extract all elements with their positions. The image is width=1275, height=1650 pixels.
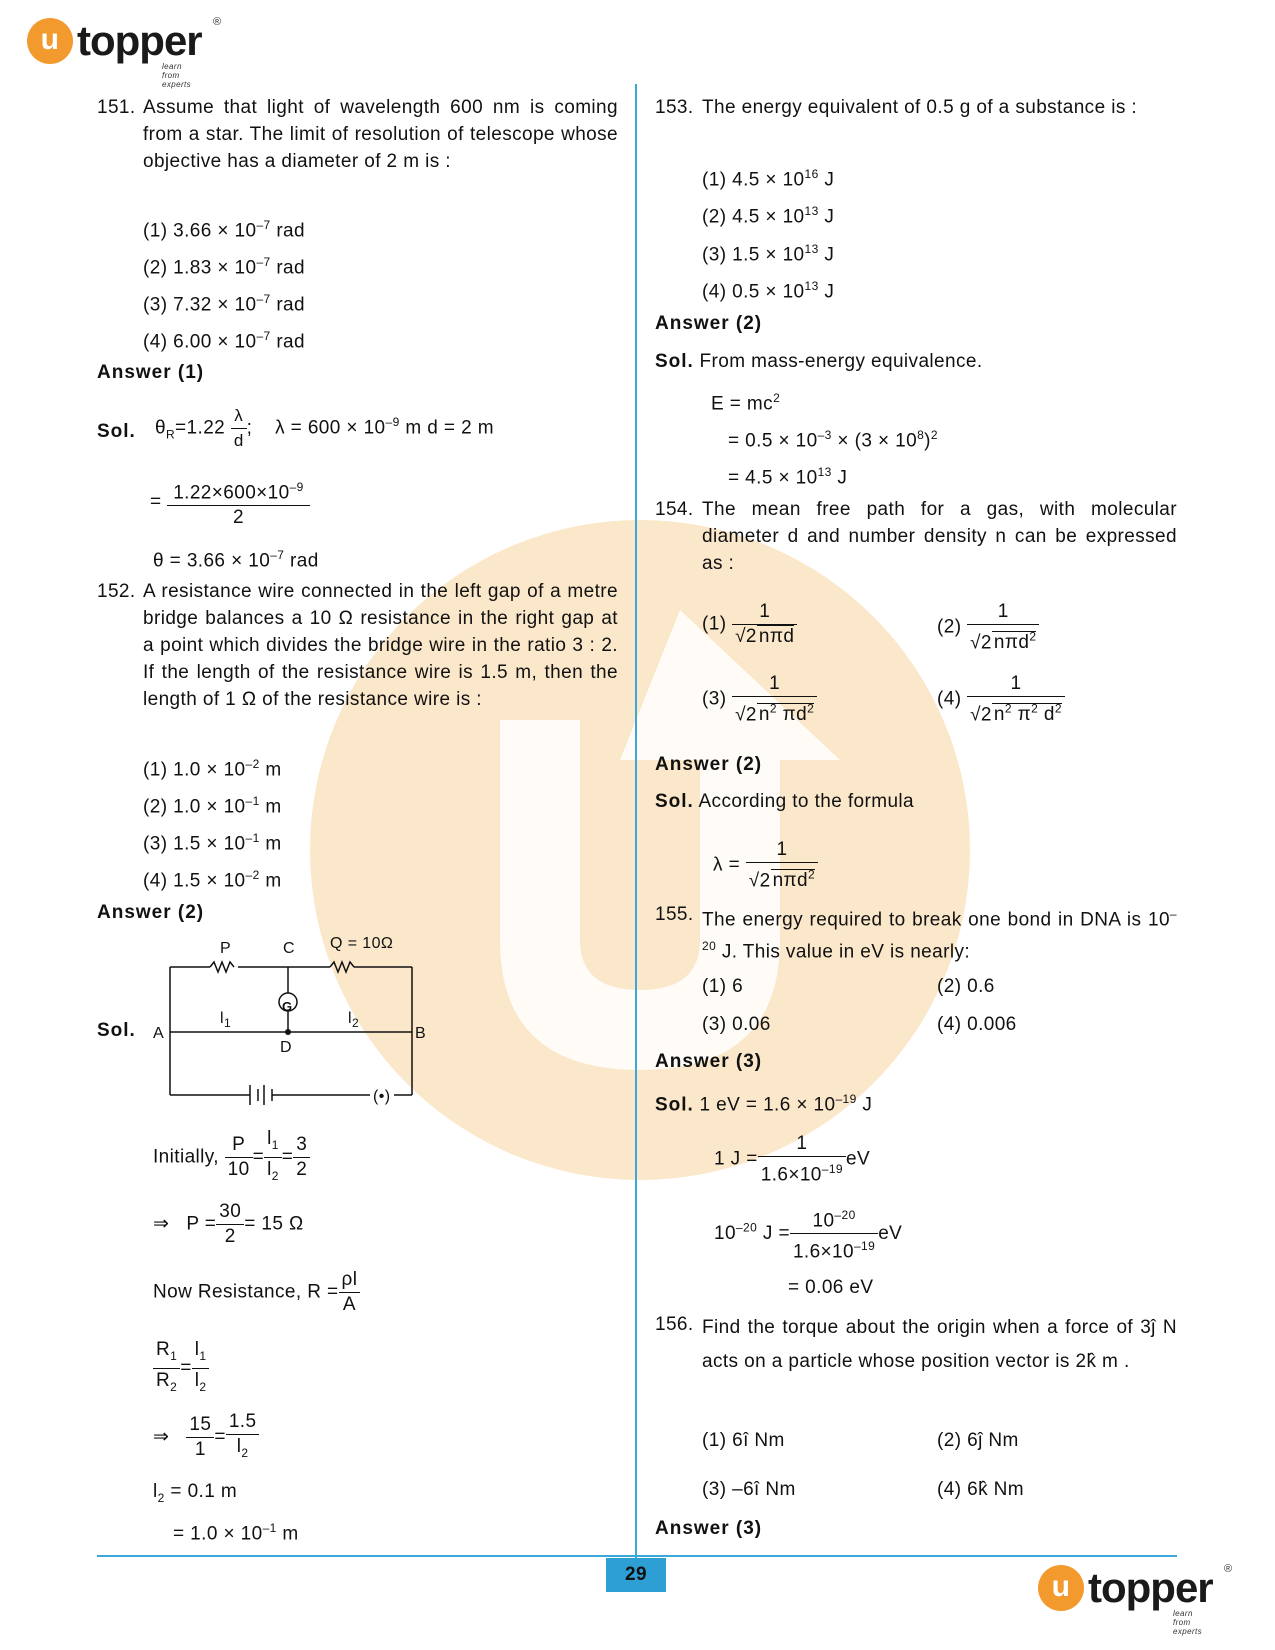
- option-1: (1) $3.66 \times 10^{-7}$ rad: [143, 218, 305, 242]
- brand-u-icon: u: [1038, 1565, 1084, 1611]
- solution-eq-1: 1 J = $\frac{1}{1.6\times 10^{-19}}$ eV: [714, 1133, 871, 1186]
- solution-eq-3: = $4.5 \times 10^{13}$ J: [728, 465, 848, 489]
- key-icon: (•): [373, 1088, 391, 1105]
- question-text: The energy equivalent of 0.5 g of a substance is :: [702, 97, 1138, 118]
- brand-u-icon: u: [27, 18, 73, 64]
- option-3: (3) –6î Nm: [702, 1479, 796, 1500]
- brand-tagline: learn from experts: [162, 62, 192, 89]
- solution: Sol. 1 eV = $1.6 \times 10^{-19}$ J: [655, 1092, 873, 1116]
- option-4: (4) $1.5 \times 10^{-2}$ m: [143, 868, 282, 892]
- option-4: (4) 0.006: [937, 1014, 1017, 1035]
- option-1: (1) $1.0 \times 10^{-2}$ m: [143, 757, 282, 781]
- answer: Answer (3): [655, 1051, 763, 1072]
- option-1: (1) 6: [702, 976, 744, 997]
- p-result: ⇒ P = $\frac{30}{2}$ = 15 Ω: [153, 1201, 304, 1247]
- question-number: 153.: [655, 97, 694, 118]
- question-text: The mean free path for a gas, with molecular diameter d and number density n can be expressed as :: [702, 499, 1177, 574]
- label-l2: $l_2$: [348, 1010, 360, 1031]
- page-number: 29: [606, 1558, 666, 1592]
- option-3: (3) $\frac{1}{√2 n^2 \pi d^2}$: [702, 672, 817, 727]
- option-3: (3) $1.5 \times 10^{-1}$ m: [143, 831, 282, 855]
- solution-step-2: $\theta = 3.66 \times 10^{-7}$ rad: [153, 548, 319, 572]
- question-number: 155.: [655, 904, 694, 925]
- brand-reg-mark: ®: [213, 16, 222, 28]
- option-2: (2) 0.6: [937, 976, 995, 997]
- option-3: (3) $7.32 \times 10^{-7}$ rad: [143, 292, 305, 316]
- question-text: Find the torque about the origin when a force of 3ĵ N acts on a particle whose position vector is 2k̂ m .: [702, 1317, 1177, 1372]
- solution-eq-2: $10^{-20}$ J = $\frac{10^{-20}}{1.6\times 10^{-19}}$ eV: [714, 1203, 902, 1265]
- option-2: (2) $\frac{1}{√2 n\pi d^2}$: [937, 600, 1039, 655]
- label-q: Q = 10Ω: [330, 935, 394, 952]
- option-1: (1) 6î Nm: [702, 1430, 785, 1451]
- resistance-formula: Now Resistance, R = $\frac{\rho l}{A}$: [153, 1268, 360, 1317]
- ratio-eq: $\frac{R_1}{R_2}$ = $\frac{l_1}{l_2}$: [153, 1338, 209, 1399]
- brand-tagline: learn from experts: [1173, 1609, 1203, 1636]
- option-4: (4) 6k̂ Nm: [937, 1479, 1024, 1500]
- answer: Answer (2): [97, 902, 205, 923]
- galvanometer-icon: G: [282, 999, 293, 1014]
- label-d: D: [280, 1039, 292, 1056]
- question-text: Assume that light of wavelength 600 nm is coming from a star. The limit of resolution of telescope whose objective has a diameter of 2 m is :: [143, 97, 618, 172]
- solution-eq-1: $E = mc^2$: [711, 391, 781, 415]
- brand-logo-bottom: [1038, 1563, 1233, 1636]
- option-4: (4) $6.00 \times 10^{-7}$ rad: [143, 329, 305, 353]
- solution-label: Sol.: [97, 1020, 136, 1041]
- label-a: A: [153, 1025, 165, 1042]
- label-b: B: [415, 1025, 427, 1042]
- solution-step-1: = $\frac{1.22\times 600\times 10^{-9}}{2}$: [150, 475, 310, 530]
- question-text: A resistance wire connected in the left gap of a metre bridge balances a 10 Ω resistance in the right gap at a point which divides the bridge wire in the ratio 3 : 2. If the length of the resistance wire is 1.5 m, then the length of 1 Ω of the resistance wire is :: [143, 581, 618, 710]
- footer-rule: [97, 1555, 1177, 1557]
- option-2: (2) 6ĵ Nm: [937, 1430, 1019, 1451]
- label-p: P: [220, 940, 232, 957]
- option-1: (1) $4.5 \times 10^{16}$ J: [702, 167, 835, 191]
- question-number: 154.: [655, 499, 694, 520]
- question-number: 151.: [97, 97, 136, 118]
- label-l1: $l_1$: [220, 1010, 232, 1031]
- brand-reg-mark: ®: [1224, 1563, 1233, 1575]
- question-text: The energy required to break one bond in DNA is $10^{-20}$ J. This value in eV is nearly:: [702, 907, 1177, 963]
- answer: Answer (2): [655, 313, 763, 334]
- initially-eq: Initially, $\frac{P}{10}$ = $\frac{l_1}{l_2}$ = $\frac{3}{2}$: [153, 1127, 310, 1188]
- option-4: (4) $\frac{1}{√2 n^2 \pi^2 d^2}$: [937, 672, 1065, 727]
- option-1: (1) $\frac{1}{\text{√2 nπd}}$: [702, 600, 797, 649]
- solution: Sol. From mass-energy equivalence.: [655, 351, 983, 372]
- option-2: (2) $4.5 \times 10^{13}$ J: [702, 204, 835, 228]
- solution-formula: $\theta_R=1.22$ $\frac{\lambda}{d}$ ; $\lambda = 600 \times 10^{-9}$ m d = 2 m: [155, 406, 494, 450]
- option-2: (2) $1.83 \times 10^{-7}$ rad: [143, 255, 305, 279]
- column-divider: [635, 84, 637, 1564]
- solution: Sol. According to the formula: [655, 791, 915, 812]
- solution-label: Sol.: [97, 421, 136, 442]
- option-2: (2) $1.0 \times 10^{-1}$ m: [143, 794, 282, 818]
- solution-formula: λ = $\frac{1}{√2 n\pi d^2}$: [713, 838, 818, 893]
- final-result: = $1.0 \times 10^{-1}$ m: [173, 1521, 299, 1545]
- option-3: (3) 0.06: [702, 1014, 771, 1035]
- option-3: (3) $1.5 \times 10^{13}$ J: [702, 242, 835, 266]
- label-c: C: [283, 940, 295, 957]
- ratio-substituted: ⇒ $\frac{15}{1}$ = $\frac{1.5}{l_2}$: [153, 1410, 259, 1465]
- brand-logo-top: [27, 16, 222, 89]
- question-number: 152.: [97, 581, 136, 602]
- l2-result: $l_2 = 0.1$ m: [153, 1481, 238, 1505]
- solution-eq-2: = $0.5 \times 10^{-3} \times (3 \times 10^8)^2$: [728, 428, 938, 452]
- option-4: (4) $0.5 \times 10^{13}$ J: [702, 279, 835, 303]
- solution-eq-3: = 0.06 eV: [788, 1277, 874, 1298]
- answer: Answer (1): [97, 362, 205, 383]
- answer: Answer (3): [655, 1518, 763, 1539]
- brand-wordmark: topper: [1088, 1564, 1213, 1611]
- question-number: 156.: [655, 1314, 694, 1335]
- brand-wordmark: topper: [77, 17, 202, 64]
- answer: Answer (2): [655, 754, 763, 775]
